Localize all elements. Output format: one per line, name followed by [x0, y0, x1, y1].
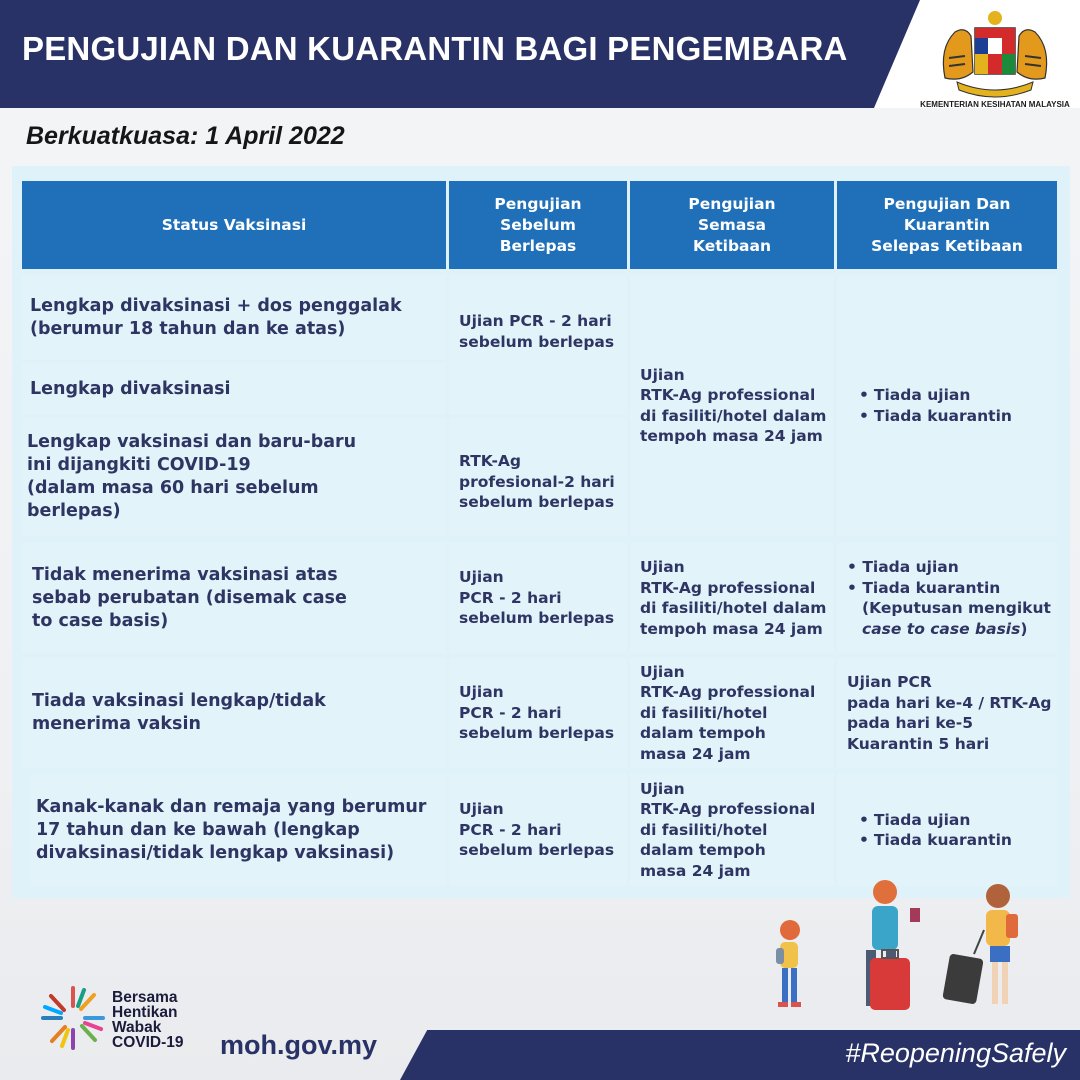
list-item: • Tiada kuarantin	[847, 578, 1001, 597]
arrival-cell: Ujian RTK-Ag professional di fasiliti/hotel dalam tempoh masa 24 jam	[630, 543, 834, 653]
campaign-burst-icon	[40, 985, 106, 1051]
post-arrival-cell	[837, 543, 1057, 653]
th-status: Status Vaksinasi	[22, 181, 446, 269]
list-item	[859, 406, 1012, 427]
post-arrival-cell	[837, 275, 1057, 536]
pre-departure-cell: RTK-Ag profesional-2 hari sebelum berlepas	[449, 418, 627, 536]
list-item-text: Tiada kuarantin	[873, 831, 1012, 849]
post-arrival-content	[847, 557, 1051, 639]
pre-departure-cell: Ujian PCR - 2 hari sebelum berlepas	[449, 543, 627, 653]
list-item	[859, 830, 1012, 851]
table-row-status: Lengkap divaksinasi	[22, 363, 446, 415]
post-arrival-list	[859, 810, 1012, 851]
ministry-name: KEMENTERIAN KESIHATAN MALAYSIA	[920, 100, 1070, 109]
campaign-text: Bersama Hentikan Wabak COVID-19	[112, 989, 184, 1051]
arrival-cell: Ujian RTK-Ag professional di fasiliti/hotel dalam tempoh masa 24 jam	[630, 774, 834, 886]
pre-departure-cell: Ujian PCR - 2 hari sebelum berlepas	[449, 774, 627, 886]
table-row-status: Tiada vaksinasi lengkap/tidak menerima vaksin	[22, 658, 446, 768]
travel-rules-table	[12, 166, 1070, 898]
case-note-prefix: (Keputusan mengikut	[862, 599, 1051, 617]
arrival-cell: Ujian RTK-Ag professional di fasiliti/hotel dalam tempoh masa 24 jam	[630, 658, 834, 768]
th-on-arrival: Pengujian Semasa Ketibaan	[630, 181, 834, 269]
case-note-italic: case to case basis	[862, 619, 1021, 638]
case-note-suffix: )	[1020, 619, 1028, 638]
travelers-illustration	[760, 868, 1060, 1018]
hashtag: #ReopeningSafely	[845, 1038, 1066, 1068]
table-row-status: Lengkap vaksinasi dan baru-baru ini dijangkiti COVID-19 (dalam masa 60 hari sebelum berlepas)	[22, 418, 446, 536]
table-row-status: Lengkap divaksinasi + dos penggalak (berumur 18 tahun dan ke atas)	[22, 275, 446, 360]
website-link[interactable]: moh.gov.my	[220, 1030, 378, 1060]
post-arrival-list	[859, 385, 1012, 426]
page-title: PENGUJIAN DAN KUARANTIN BAGI PENGEMBARA	[22, 30, 848, 67]
list-item	[859, 810, 1012, 831]
th-pre-departure: Pengujian Sebelum Berlepas	[449, 181, 627, 269]
table-row-status: Kanak-kanak dan remaja yang berumur 17 tahun dan ke bawah (lengkap divaksinasi/tidak lengkap vaksinasi)	[30, 774, 446, 886]
list-item-text: Tiada kuarantin	[873, 406, 1012, 425]
list-item-text: Tiada ujian	[862, 558, 959, 576]
th-post-arrival: Pengujian Dan Kuarantin Selepas Ketibaan	[837, 181, 1057, 269]
list-item-text: Tiada kuarantin	[862, 578, 1001, 597]
pre-departure-cell: Ujian PCR - 2 hari sebelum berlepas	[449, 275, 627, 415]
list-item	[859, 385, 1012, 406]
effective-date: Berkuatkuasa: 1 April 2022	[26, 122, 345, 150]
list-item: • Tiada ujian	[847, 558, 959, 576]
list-item-text: Tiada ujian	[873, 386, 971, 404]
list-item-text: Tiada ujian	[873, 810, 971, 829]
case-note	[847, 598, 1051, 619]
pre-departure-cell: Ujian PCR - 2 hari sebelum berlepas	[449, 658, 627, 768]
case-note-line	[847, 619, 1051, 640]
crest-icon	[935, 8, 1055, 100]
table-row-status: Tidak menerima vaksinasi atas sebab perubatan (disemak case to case basis)	[22, 543, 446, 653]
post-arrival-cell: Ujian PCR pada hari ke-4 / RTK-Ag pada hari ke-5 Kuarantin 5 hari	[837, 658, 1057, 768]
arrival-cell: Ujian RTK-Ag professional di fasiliti/hotel dalam tempoh masa 24 jam	[630, 275, 834, 536]
